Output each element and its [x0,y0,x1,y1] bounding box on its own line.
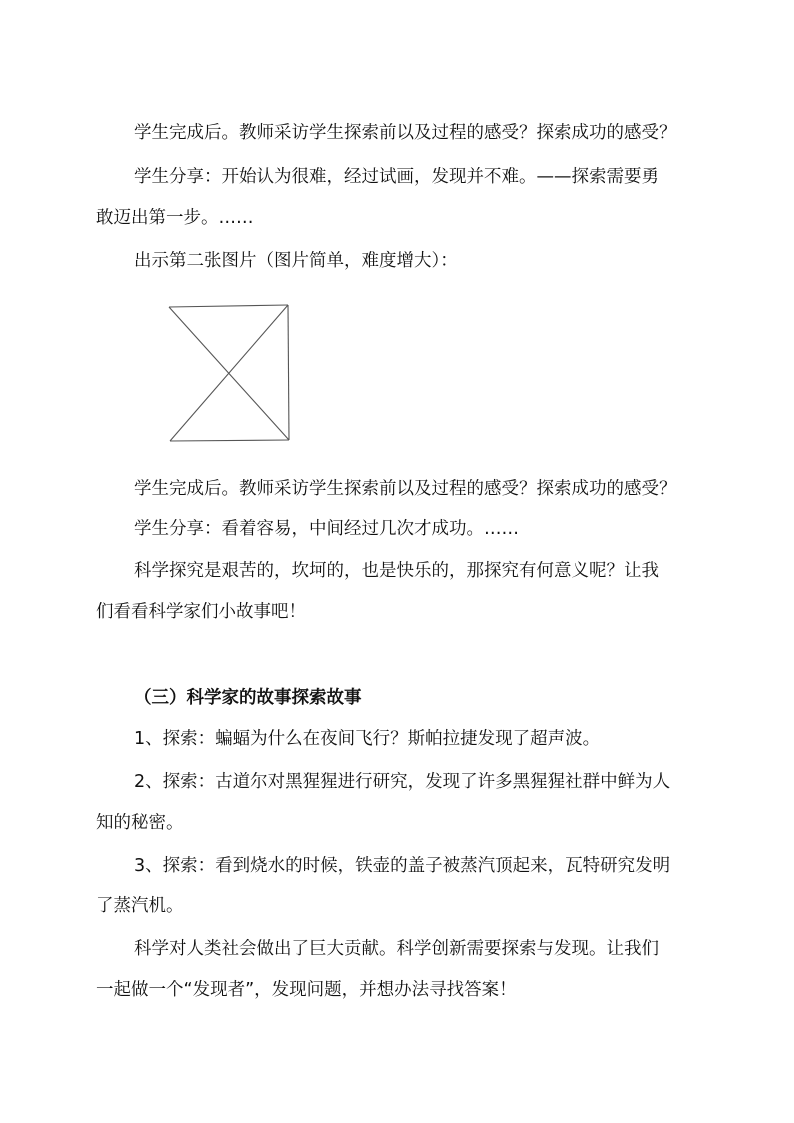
square-with-diagonals-figure [165,300,295,445]
paragraph-share-1-line-1: 学生分享：开始认为很难，经过试画，发现并不难。——探索需要勇 [134,167,659,187]
paragraph-share-1-line-2: 敢迈出第一步。…… [96,208,254,228]
paragraph-meaning-line-1: 科学探究是艰苦的，坎坷的，也是快乐的，那探究有何意义呢？让我 [134,561,659,581]
paragraph-share-2: 学生分享：看着容易，中间经过几次才成功。…… [134,519,519,539]
list-item-1: 1、探索：蝙蝠为什么在夜间飞行？斯帕拉捷发现了超声波。 [134,729,601,749]
paragraph-interview-2: 学生完成后。教师采访学生探索前以及过程的感受？探索成功的感受？ [134,479,677,499]
paragraph-show-picture: 出示第二张图片（图片简单，难度增大）： [134,251,458,271]
list-item-2-line-1: 2、探索：古道尔对黑猩猩进行研究，发现了许多黑猩猩社群中鲜为人 [134,772,671,792]
section-heading: （三）科学家的故事探索故事 [134,688,362,708]
paragraph-conclusion-line-2: 一起做一个“发现者”，发现问题，并想办法寻找答案！ [96,980,517,1000]
figure-diagonal-2 [170,305,288,441]
figure-edge-right [288,305,289,440]
figure-edge-bottom [170,440,289,441]
list-item-3-line-1: 3、探索：看到烧水的时候，铁壶的盖子被蒸汽顶起来，瓦特研究发明 [134,856,671,876]
paragraph-conclusion-line-1: 科学对人类社会做出了巨大贡献。科学创新需要探索与发现。让我们 [134,939,659,959]
figure-edge-top [169,305,288,307]
list-item-3-line-2: 了蒸汽机。 [96,896,184,916]
list-item-2-line-2: 知的秘密。 [96,813,184,833]
paragraph-interview-1: 学生完成后。教师采访学生探索前以及过程的感受？探索成功的感受？ [134,123,677,143]
figure-svg [165,300,295,445]
paragraph-meaning-line-2: 们看看科学家们小故事吧！ [96,602,306,622]
